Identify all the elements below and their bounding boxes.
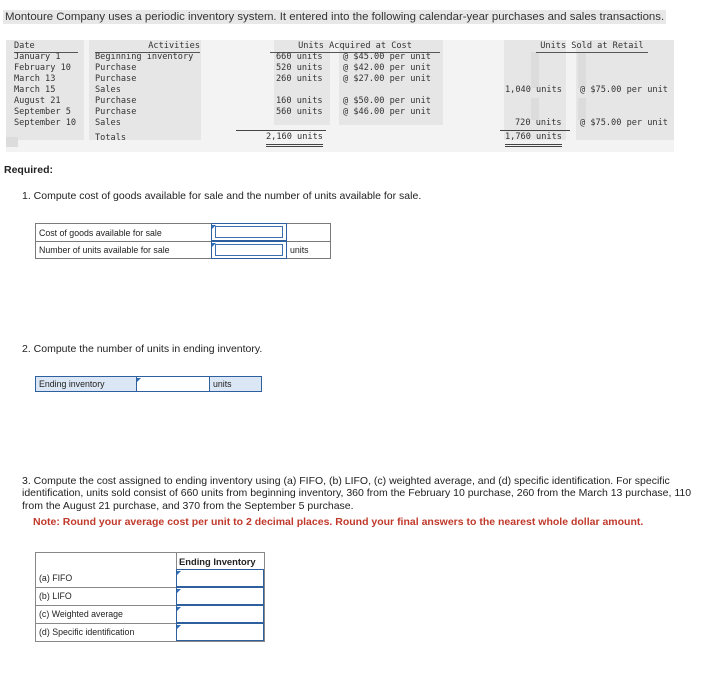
- required-label: Required:: [4, 164, 54, 176]
- question-1-text: 1. Compute cost of goods available for sale and the number of units available for sale.: [22, 190, 422, 202]
- row-sold-units: 720 units: [515, 118, 562, 128]
- input-marker-icon: [177, 571, 181, 575]
- ending-inventory-units-input[interactable]: [136, 376, 210, 392]
- row-units: 660 units: [276, 52, 323, 62]
- input-marker-icon: [177, 625, 181, 629]
- units-available-input[interactable]: [211, 241, 287, 259]
- units-available-label: Number of units available for sale: [39, 244, 170, 255]
- ending-inventory-header: Ending Inventory: [179, 555, 256, 567]
- header-activities: Activities: [95, 41, 200, 53]
- question-2-text: 2. Compute the number of units in ending inventory.: [22, 343, 263, 355]
- question-3-note: Note: Round your average cost per unit to 2 decimal places. Round your final answers to the nearest whole dollar amount.: [33, 516, 644, 528]
- row-activity: Purchase: [95, 74, 137, 84]
- input-marker-icon: [137, 378, 141, 382]
- row-units: 160 units: [276, 96, 323, 106]
- row-cost: @ $50.00 per unit: [343, 96, 431, 106]
- row-activity: Sales: [95, 85, 121, 95]
- row-date: March 15: [14, 85, 56, 95]
- row-activity: Sales: [95, 118, 121, 128]
- row-cost: @ $42.00 per unit: [343, 63, 431, 73]
- units-available-unit: units: [290, 244, 309, 255]
- input-marker-icon: [177, 607, 181, 611]
- row-activity: Purchase: [95, 96, 137, 106]
- lifo-input[interactable]: [176, 587, 264, 605]
- weighted-average-input[interactable]: [176, 605, 264, 623]
- row-activity: Beginning inventory: [95, 52, 194, 62]
- row-retail: @ $75.00 per unit: [580, 85, 668, 95]
- row-date: September 5: [14, 107, 71, 117]
- row-cost: @ $46.00 per unit: [343, 107, 431, 117]
- cogs-available-label: Cost of goods available for sale: [39, 227, 162, 238]
- row-cost: @ $27.00 per unit: [343, 74, 431, 84]
- row-units: 260 units: [276, 74, 323, 84]
- row-date: September 10: [14, 118, 77, 128]
- header-units-sold: Units Sold at Retail: [536, 41, 648, 53]
- totals-sold: 1,760 units: [505, 132, 562, 147]
- fifo-input[interactable]: [176, 569, 264, 587]
- header-date: Date: [14, 41, 78, 53]
- totals-acquired: 2,160 units: [266, 132, 323, 147]
- row-date: January 1: [14, 52, 61, 62]
- totals-label: Totals: [95, 133, 127, 143]
- row-sold-units: 1,040 units: [505, 85, 562, 95]
- intro-text: Montoure Company uses a periodic inventory system. It entered into the following calendar-year purchases and sales transactions.: [5, 11, 665, 23]
- row-units: 520 units: [276, 63, 323, 73]
- cogs-available-input[interactable]: [211, 223, 287, 241]
- row-activity: Purchase: [95, 107, 137, 117]
- specific-identification-input[interactable]: [176, 623, 264, 641]
- ending-inventory-unit: units: [213, 379, 232, 389]
- row-cost: @ $45.00 per unit: [343, 52, 431, 62]
- input-marker-icon: [177, 589, 181, 593]
- row-retail: @ $75.00 per unit: [580, 118, 668, 128]
- question-3-text: 3. Compute the cost assigned to ending inventory using (a) FIFO, (b) LIFO, (c) weighted average, and (d) specific identification. For specific identification, units sold consist of 660 units from beginning inventory, 360 from the February 10 purchase, 260 from the March 13 purchase, 110 from the August 21 purchase, and 370 from the September 5 purchase.: [22, 475, 692, 512]
- header-units-acquired: Units Acquired at Cost: [270, 41, 440, 53]
- weighted-average-label: (c) Weighted average: [39, 609, 123, 619]
- specific-identification-label: (d) Specific identification: [39, 627, 135, 637]
- lifo-label: (b) LIFO: [39, 591, 72, 601]
- row-date: August 21: [14, 96, 61, 106]
- row-units: 560 units: [276, 107, 323, 117]
- row-date: March 13: [14, 74, 56, 84]
- fifo-label: (a) FIFO: [39, 573, 73, 583]
- row-date: February 10: [14, 63, 71, 73]
- ending-inventory-label: Ending inventory: [39, 379, 105, 389]
- row-activity: Purchase: [95, 63, 137, 73]
